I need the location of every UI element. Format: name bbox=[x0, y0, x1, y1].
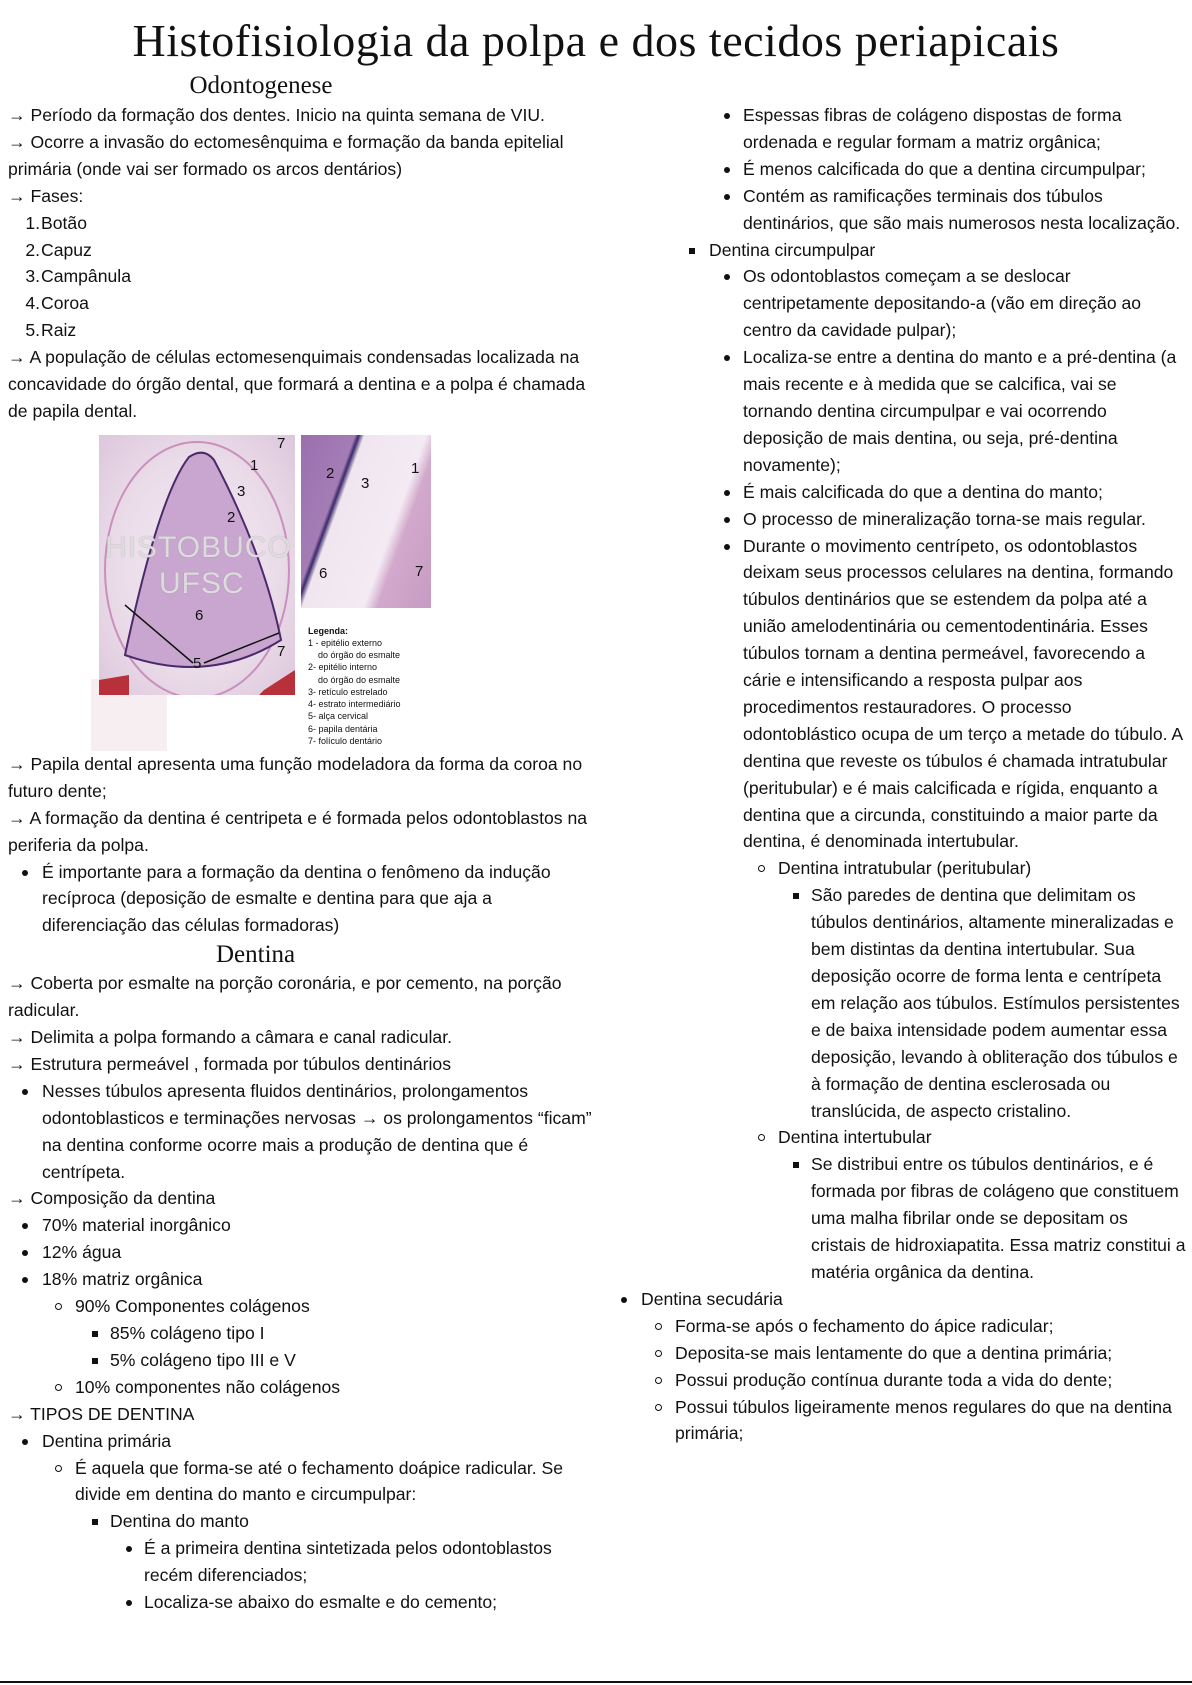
list-item: 70% material inorgânico bbox=[8, 1212, 593, 1239]
paragraph: → Fases: bbox=[8, 185, 84, 206]
legend-item: 4- estrato intermediário bbox=[308, 699, 401, 710]
list-item: Localiza-se entre a dentina do manto e a pré-dentina (a mais recente e à medida que se calcifica, vai se tornando dentina circumpulpar e vai ocorrendo deposição de mais dentina, ou seja, pré-dentina novamente); bbox=[620, 344, 1186, 479]
fase-label: Botão bbox=[41, 212, 87, 233]
list-item: Dentina circumpulpar bbox=[620, 237, 1186, 264]
figure-label: 6 bbox=[319, 564, 328, 582]
list-item: Dentina secudária bbox=[620, 1286, 1186, 1313]
paragraph: → Composição da dentina bbox=[8, 1188, 216, 1209]
fase-label: Capuz bbox=[41, 239, 92, 260]
section-heading-dentina: Dentina bbox=[216, 941, 296, 969]
list-item-fase bbox=[8, 263, 593, 290]
list-item: Forma-se após o fechamento do ápice radicular; bbox=[620, 1313, 1186, 1340]
list-item: Nesses túbulos apresenta fluidos dentinários, prolongamentos odontoblasticos e terminações nervosas → os prolongamentos “ficam” na dentina conforme ocorre mais a produção de dentina que é centrípeta. bbox=[8, 1078, 593, 1186]
list-item: É aquela que forma-se até o fechamento doápice radicular. Se divide em dentina do manto e circumpulpar: bbox=[8, 1455, 593, 1509]
histology-figure bbox=[8, 425, 593, 751]
paragraph: → Período da formação dos dentes. Inicio na quinta semana de VIU. bbox=[8, 105, 545, 125]
paragraph: → A formação da dentina é centripeta e é formada pelos odontoblastos na periferia da polpa. bbox=[8, 807, 588, 855]
legend-item: 3- retículo estrelado bbox=[308, 686, 388, 697]
legend-item: 6- papila dentária bbox=[308, 723, 378, 734]
list-item: Dentina intertubular bbox=[620, 1124, 1186, 1151]
figure-label: 7 bbox=[415, 562, 424, 580]
list-item: 5% colágeno tipo III e V bbox=[8, 1347, 593, 1374]
list-item: Possui produção contínua durante toda a vida do dente; bbox=[620, 1367, 1186, 1394]
figure-label: 1 bbox=[250, 456, 259, 474]
list-item: 10% componentes não colágenos bbox=[8, 1374, 593, 1401]
list-item: O processo de mineralização torna-se mais regular. bbox=[620, 506, 1186, 533]
list-item: Os odontoblastos começam a se deslocar centripetamente depositando-a (vão em direção ao centro da cavidade pulpar); bbox=[620, 263, 1186, 344]
list-item: Durante o movimento centrípeto, os odontoblastos deixam seus processos celulares na dentina, formando túbulos dentinários que se estendem da polpa até a união amelodentinária ou cementodentinária. Esses túbulos tornam a dentina permeável, favorecendo a cárie e intensificando a resposta pulpar aos procedimentos restauradores. O processo odontoblástico ocupa de um terço a metade do túbulo. A dentina que reveste os túbulos é chamada intratubular (peritubular) e é mais calcificada e rígida, enquanto a dentina que a circunda, constituindo a maior parte da dentina, é denominada intertubular. bbox=[620, 533, 1186, 856]
figure-label: 1 bbox=[411, 459, 420, 477]
fase-label: Raiz bbox=[41, 320, 77, 341]
list-item: Localiza-se abaixo do esmalte e do cemento; bbox=[8, 1589, 593, 1616]
fase-label: Campânula bbox=[41, 266, 131, 287]
list-item: Contém as ramificações terminais dos túbulos dentinários, que são mais numerosos nesta localização. bbox=[620, 183, 1186, 237]
watermark: HISTOBUCO bbox=[105, 530, 292, 564]
list-item-fase bbox=[8, 290, 593, 317]
list-item: 18% matriz orgânica bbox=[8, 1266, 593, 1293]
list-item-fase bbox=[8, 210, 593, 237]
section-heading-odontogenese: Odontogenese bbox=[189, 72, 333, 99]
legend-item: 2- epitélio interno bbox=[308, 662, 378, 673]
legend-title: Legenda: bbox=[308, 625, 349, 636]
list-item: É menos calcificada do que a dentina circumpulpar; bbox=[620, 156, 1186, 183]
list-item: É mais calcificada do que a dentina do manto; bbox=[620, 479, 1186, 506]
list-item: É importante para a formação da dentina o fenômeno da indução recíproca (deposição de esmalte e dentina para que aja a diferenciação das células formadoras) bbox=[8, 859, 593, 940]
figure-label: 3 bbox=[361, 474, 370, 492]
list-item: Deposita-se mais lentamente do que a dentina primária; bbox=[620, 1340, 1186, 1367]
right-column bbox=[620, 102, 1186, 1447]
list-number: 1. bbox=[25, 212, 40, 233]
list-item-fase bbox=[8, 237, 593, 264]
figure-label: 3 bbox=[237, 482, 246, 500]
list-number: 5. bbox=[25, 320, 40, 341]
list-item: Dentina do manto bbox=[8, 1508, 593, 1535]
figure-label: 5 bbox=[193, 654, 202, 672]
legend-item: 5- alça cervical bbox=[308, 711, 369, 722]
list-number: 3. bbox=[25, 266, 40, 287]
list-number: 2. bbox=[25, 239, 40, 260]
list-item: Possui túbulos ligeiramente menos regulares do que na dentina primária; bbox=[620, 1394, 1186, 1448]
paragraph: → A população de células ectomesenquimais condensadas localizada na concavidade do órgão dental, que formará a dentina e a polpa é chamada de papila dental. bbox=[8, 347, 586, 421]
list-item: Se distribui entre os túbulos dentinários, e é formada por fibras de colágeno que constituem uma malha fibrilar onde se depositam os cristais de hidroxiapatita. Essa matriz constitui a matéria orgânica da dentina. bbox=[620, 1151, 1186, 1286]
watermark: UFSC bbox=[159, 566, 245, 600]
list-number: 4. bbox=[25, 293, 40, 314]
left-column bbox=[8, 102, 593, 1616]
fase-label: Coroa bbox=[41, 293, 89, 314]
list-item: 90% Componentes colágenos bbox=[8, 1293, 593, 1320]
paragraph: → Delimita a polpa formando a câmara e canal radicular. bbox=[8, 1027, 452, 1048]
page-bottom-rule bbox=[0, 1681, 1192, 1683]
figure-label: 6 bbox=[195, 606, 204, 624]
list-item: 12% água bbox=[8, 1239, 593, 1266]
figure-label: 2 bbox=[227, 508, 236, 526]
page-title: Histofisiologia da polpa e dos tecidos periapicais bbox=[132, 15, 1060, 66]
list-item: Dentina primária bbox=[8, 1428, 593, 1455]
paragraph: → Estrutura permeável , formada por túbulos dentinários bbox=[8, 1053, 451, 1074]
list-item: Dentina intratubular (peritubular) bbox=[620, 855, 1186, 882]
paragraph: → TIPOS DE DENTINA bbox=[8, 1403, 195, 1424]
list-item-fase bbox=[8, 317, 593, 344]
paragraph: → Papila dental apresenta uma função modeladora da forma da coroa no futuro dente; bbox=[8, 753, 583, 801]
legend-item: do órgão do esmalte bbox=[318, 650, 401, 661]
figure-label: 7 bbox=[277, 434, 286, 452]
list-item: É a primeira dentina sintetizada pelos odontoblastos recém diferenciados; bbox=[8, 1535, 593, 1589]
legend-item: 1 - epitélio externo bbox=[308, 638, 383, 649]
legend-item: 7- folículo dentário bbox=[308, 735, 383, 746]
figure-label: 7 bbox=[277, 642, 286, 660]
legend-item: do órgão do esmalte bbox=[318, 674, 401, 685]
list-item: São paredes de dentina que delimitam os túbulos dentinários, altamente mineralizadas e bem distintas da dentina intertubular. Sua deposição ocorre de forma lenta e centrípeta em relação aos túbulos. Estímulos persistentes e de baixa intensidade podem aumentar essa deposição, levando à obliteração dos túbulos e à formação de dentina esclerosada ou translúcida, de aspecto cristalino. bbox=[620, 882, 1186, 1124]
figure-label: 2 bbox=[326, 464, 335, 482]
list-item: 85% colágeno tipo I bbox=[8, 1320, 593, 1347]
figure-legend bbox=[308, 625, 401, 747]
paragraph: → Ocorre a invasão do ectomesênquima e formação da banda epitelial primária (onde vai ser formado os arcos dentários) bbox=[8, 131, 564, 179]
paragraph: → Coberta por esmalte na porção coronária, e por cemento, na porção radicular. bbox=[8, 973, 562, 1021]
detail-micrograph bbox=[301, 435, 431, 608]
list-item: Espessas fibras de colágeno dispostas de forma ordenada e regular formam a matriz orgânica; bbox=[620, 102, 1186, 156]
tooth-germ-micrograph bbox=[99, 435, 295, 695]
